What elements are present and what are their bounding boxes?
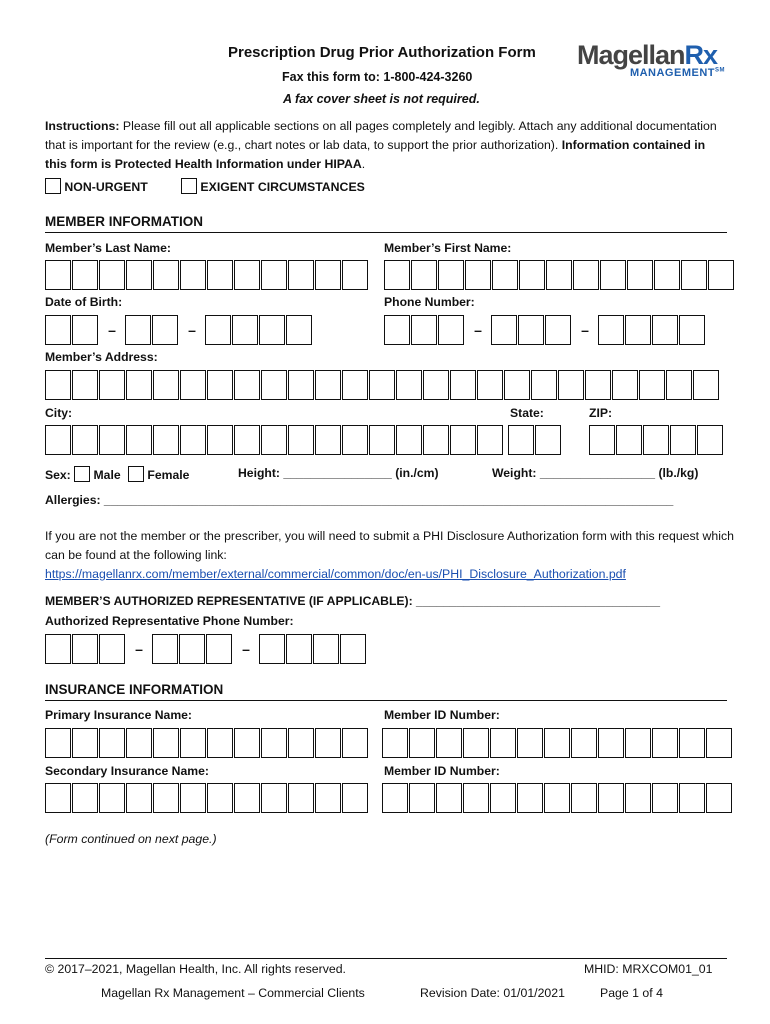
sex-label: Sex:: [45, 468, 71, 482]
divider: [45, 700, 727, 701]
address-field[interactable]: [45, 370, 720, 400]
zip-label: ZIP:: [589, 406, 613, 420]
divider: [45, 232, 727, 233]
member-id-label-2: Member ID Number:: [384, 764, 500, 778]
zip-field[interactable]: [589, 425, 724, 455]
allergies-field[interactable]: Allergies: ____________________________________________________________________________________: [45, 493, 674, 507]
instructions: Instructions: Please fill out all applicable sections on all pages completely and legibly. Attach any additional documentation that is important for the review (e.g., chart notes or lab data, to support the prior authorization). Information contained in this form is Protected Health Information under HIPAA.: [45, 119, 717, 171]
male-checkbox[interactable]: [74, 466, 90, 482]
magellan-rx-logo: MagellanRx MANAGEMENT℠: [577, 40, 725, 79]
sex-row: [45, 466, 189, 482]
rep-phone-label: Authorized Representative Phone Number:: [45, 614, 294, 628]
phi-disclosure-link[interactable]: https://magellanrx.com/member/external/commercial/common/doc/en-us/PHI_Disclosure_Authorization.pdf: [45, 567, 626, 581]
last-name-label: Member’s Last Name:: [45, 241, 171, 255]
phone-label: Phone Number:: [384, 295, 475, 309]
member-id-field-2[interactable]: [382, 783, 733, 813]
secondary-insurance-field[interactable]: [45, 783, 369, 813]
footer-divider: [45, 958, 727, 959]
height-field[interactable]: Height: ________________ (in./cm): [238, 466, 439, 480]
continued-note: (Form continued on next page.): [45, 832, 217, 846]
form-title: Prescription Drug Prior Authorization Form: [228, 44, 536, 61]
exigent-option[interactable]: [181, 178, 365, 194]
state-label: State:: [510, 406, 544, 420]
first-name-field[interactable]: [384, 260, 735, 290]
primary-insurance-label: Primary Insurance Name:: [45, 708, 192, 722]
page-number: Page 1 of 4: [600, 986, 663, 1000]
insurance-info-heading: INSURANCE INFORMATION: [45, 682, 224, 697]
male-label: Male: [93, 468, 121, 482]
weight-field[interactable]: Weight: _________________ (lb./kg): [492, 466, 699, 480]
copyright: © 2017–2021, Magellan Health, Inc. All rights reserved.: [45, 962, 346, 976]
rep-phone-field[interactable]: – –: [45, 634, 367, 664]
authorized-rep-field[interactable]: MEMBER’S AUTHORIZED REPRESENTATIVE (IF APPLICABLE): ____________________________________: [45, 594, 661, 608]
non-urgent-option[interactable]: [45, 178, 148, 194]
last-name-field[interactable]: [45, 260, 369, 290]
mhid: MHID: MRXCOM01_01: [584, 962, 713, 976]
non-urgent-label: NON-URGENT: [64, 180, 148, 194]
female-checkbox[interactable]: [128, 466, 144, 482]
female-label: Female: [147, 468, 190, 482]
non-urgent-checkbox[interactable]: [45, 178, 61, 194]
member-id-field-1[interactable]: [382, 728, 733, 758]
phi-disclosure-text: If you are not the member or the prescriber, you will need to submit a PHI Disclosure Authorization form with this request which can be found at the following link:: [45, 529, 734, 562]
city-field[interactable]: [45, 425, 504, 455]
cover-sheet-note: A fax cover sheet is not required.: [283, 92, 480, 106]
secondary-insurance-label: Secondary Insurance Name:: [45, 764, 209, 778]
primary-insurance-field[interactable]: [45, 728, 369, 758]
city-label: City:: [45, 406, 73, 420]
exigent-label: EXIGENT CIRCUMSTANCES: [200, 180, 365, 194]
first-name-label: Member’s First Name:: [384, 241, 512, 255]
dob-field[interactable]: – –: [45, 315, 313, 345]
phone-field[interactable]: – –: [384, 315, 706, 345]
member-id-label-1: Member ID Number:: [384, 708, 500, 722]
exigent-checkbox[interactable]: [181, 178, 197, 194]
revision-date: Revision Date: 01/01/2021: [420, 986, 565, 1000]
footer-clients: Magellan Rx Management – Commercial Clients: [101, 986, 365, 1000]
state-field[interactable]: [508, 425, 562, 455]
dob-label: Date of Birth:: [45, 295, 123, 309]
member-info-heading: MEMBER INFORMATION: [45, 214, 203, 229]
address-label: Member’s Address:: [45, 350, 158, 364]
fax-number: Fax this form to: 1-800-424-3260: [282, 70, 473, 84]
